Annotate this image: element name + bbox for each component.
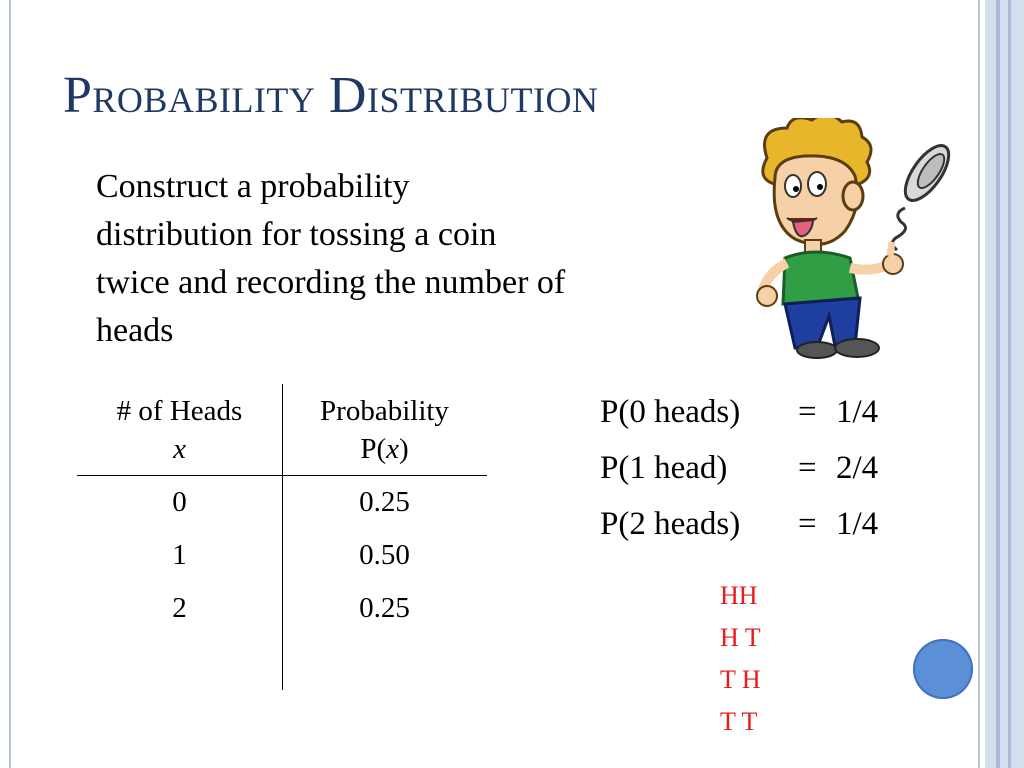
equation-equals: = <box>798 506 817 542</box>
slide-frame-right-line <box>978 0 980 768</box>
outcome-item: T H <box>720 665 761 694</box>
outcome-item: H T <box>720 623 761 652</box>
header-heads-variable: x <box>173 433 186 465</box>
body-line: heads <box>96 312 174 349</box>
table-cell-heads: 2 <box>172 592 187 624</box>
header-prob-close: ) <box>399 433 409 465</box>
outcome-item: T T <box>720 707 758 736</box>
equation-lhs: P(2 heads) <box>600 506 741 542</box>
probability-table <box>77 384 487 690</box>
equation-lhs: P(1 head) <box>600 450 728 486</box>
table-header-heads <box>77 392 282 468</box>
boy-flipping-coin-icon <box>745 118 960 363</box>
blue-circle-icon <box>913 639 973 699</box>
header-prob-x: x <box>386 433 399 465</box>
body-line: twice and recording the number of <box>96 264 566 301</box>
coin-outcomes-list <box>720 575 761 743</box>
equation-lhs: P(0 heads) <box>600 394 741 430</box>
table-cell-heads: 0 <box>172 486 187 518</box>
slide-frame-right-band <box>985 0 1024 768</box>
table-cell-probability: 0.25 <box>359 592 410 624</box>
table-cell-probability: 0.50 <box>359 539 410 571</box>
equation-row <box>600 440 878 496</box>
slide-frame-left <box>9 0 11 768</box>
header-probability-label: Probability <box>320 395 449 427</box>
equation-equals: = <box>798 450 817 486</box>
table-header-probability <box>282 392 487 468</box>
equation-row <box>600 384 878 440</box>
probability-equations <box>600 384 878 552</box>
table-cell-heads: 1 <box>172 539 187 571</box>
slide-frame-right-line <box>1008 0 1011 768</box>
slide-frame-right-line <box>996 0 1000 768</box>
equation-equals: = <box>798 394 817 430</box>
equation-value: 1/4 <box>836 394 879 430</box>
equation-value: 1/4 <box>836 506 879 542</box>
slide-body-text <box>96 163 746 355</box>
body-line: distribution for tossing a coin <box>96 216 497 253</box>
table-header-rule <box>77 475 487 476</box>
equation-value: 2/4 <box>836 450 879 486</box>
body-line: Construct a probability <box>96 168 410 205</box>
equation-row <box>600 496 878 552</box>
header-prob-p: P( <box>360 433 387 465</box>
outcome-item: HH <box>720 581 758 610</box>
table-cell-probability: 0.25 <box>359 486 410 518</box>
header-heads-label: # of Heads <box>116 395 243 427</box>
slide-title: Probability Distribution <box>63 67 599 124</box>
